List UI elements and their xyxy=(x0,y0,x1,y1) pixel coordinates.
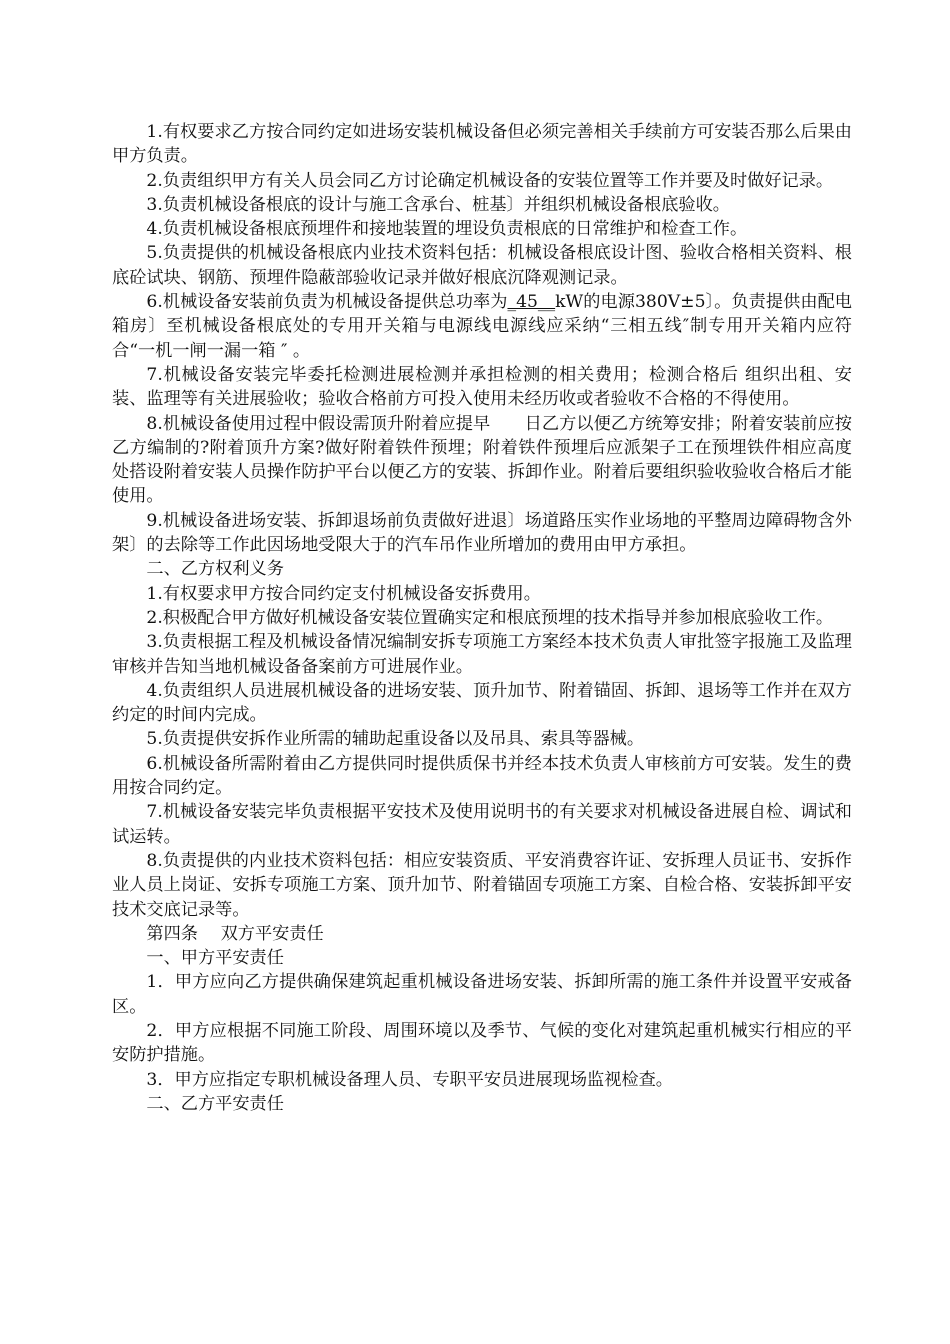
paragraph: 4.负责机械设备根底预埋件和接地装置的埋设负责根底的日常维护和检查工作。 xyxy=(146,219,748,240)
paragraph: 7.机械设备安装完毕委托检测进展检测并承担检测的相关费用；检测合格后 组织出租、安装、监理等有关进展验收；验收合格前方可投入使用未经历收或者验收不合格的不得使用。 xyxy=(112,364,852,410)
article-heading: 第四条 双方平安责任 xyxy=(146,923,324,944)
fill-in-blank: _45__ xyxy=(507,292,556,313)
paragraph: 4.负责组织人员进展机械设备的进场安装、顶升加节、附着锚固、拆卸、退场等工作并在双方约定的时间内完成。 xyxy=(112,680,852,726)
text-run: 6.机械设备安装前负责为机械设备提供总功率为 xyxy=(146,292,508,313)
paragraph: 3．甲方应指定专职机械设备理人员、专职平安员进展现场监视检查。 xyxy=(146,1069,673,1090)
section-heading: 一、甲方平安责任 xyxy=(146,948,284,969)
paragraph: 1.有权要求甲方按合同约定支付机械设备安拆费用。 xyxy=(146,583,541,604)
paragraph: 5.负责提供安拆作业所需的辅助起重设备以及吊具、索具等器械。 xyxy=(146,729,645,750)
paragraph: 5.负责提供的机械设备根底内业技术资料包括：机械设备根底设计图、验收合格相关资料、根底砼试块、钢筋、预埋件隐蔽部验收记录并做好根底沉降观测记录。 xyxy=(112,243,852,288)
paragraph: 2.积极配合甲方做好机械设备安装位置确实定和根底预埋的技术指导并参加根底验收工作。 xyxy=(146,607,834,628)
paragraph-power-supply xyxy=(112,290,852,363)
paragraph: 1.有权要求乙方按合同约定如进场安装机械设备但必须完善相关手续前方可安装否那么后果由甲方负责。 xyxy=(112,122,852,167)
paragraph: 9.机械设备进场安装、拆卸退场前负责做好进退〕场道路压实作业场地的平整周边障碍物含外架〕的去除等工作此因场地受限大于的汽车吊作业所增加的费用由甲方承担。 xyxy=(112,510,852,556)
paragraph: 2.负责组织甲方有关人员会同乙方讨论确定机械设备的安装位置等工作并要及时做好记录。 xyxy=(146,170,834,191)
document-page xyxy=(112,120,852,1116)
paragraph: 3.负责根据工程及机械设备情况编制安拆专项施工方案经本技术负责人审批签字报施工及监理审核并告知当地机械设备备案前方可进展作业。 xyxy=(112,632,852,677)
text-run: kW的电源380V±5〕。负责提供由配电箱房〕至机械设备根底处的专用开关箱与电源线电源线应采纳“三相五线″制专用开关箱内应符合“一机一闸一漏一箱 ″ 。 xyxy=(112,292,852,361)
section-heading: 二、乙方平安责任 xyxy=(146,1093,284,1114)
paragraph: 7.机械设备安装完毕负责根据平安技术及使用说明书的有关要求对机械设备进展自检、调试和试运转。 xyxy=(112,802,852,847)
paragraph: 1．甲方应向乙方提供确保建筑起重机械设备进场安装、拆卸所需的施工条件并设置平安戒备区。 xyxy=(112,972,852,1017)
paragraph: 2．甲方应根据不同施工阶段、周围环境以及季节、气候的变化对建筑起重机械实行相应的平安防护措施。 xyxy=(112,1020,852,1066)
paragraph: 8.负责提供的内业技术资料包括：相应安装资质、平安消费容许证、安拆理人员证书、安拆作业人员上岗证、安拆专项施工方案、顶升加节、附着锚固专项施工方案、自检合格、安装拆卸平安技术交底记录等。 xyxy=(112,850,852,920)
paragraph: 8.机械设备使用过程中假设需顶升附着应提早 日乙方以便乙方统筹安排；附着安装前应按乙方编制的?附着顶升方案?做好附着铁件预埋；附着铁件预埋后应派架子工在预埋铁件相应高度处搭设附着安装人员操作防护平台以便乙方的安装、拆卸作业。附着后要组织验收验收合格后才能使用。 xyxy=(112,413,852,507)
paragraph: 6.机械设备所需附着由乙方提供同时提供质保书并经本技术负责人审核前方可安装。发生的费用按合同约定。 xyxy=(112,753,852,799)
paragraph: 3.负责机械设备根底的设计与施工含承台、桩基〕并组织机械设备根底验收。 xyxy=(146,194,730,215)
section-heading: 二、乙方权利义务 xyxy=(146,559,284,580)
